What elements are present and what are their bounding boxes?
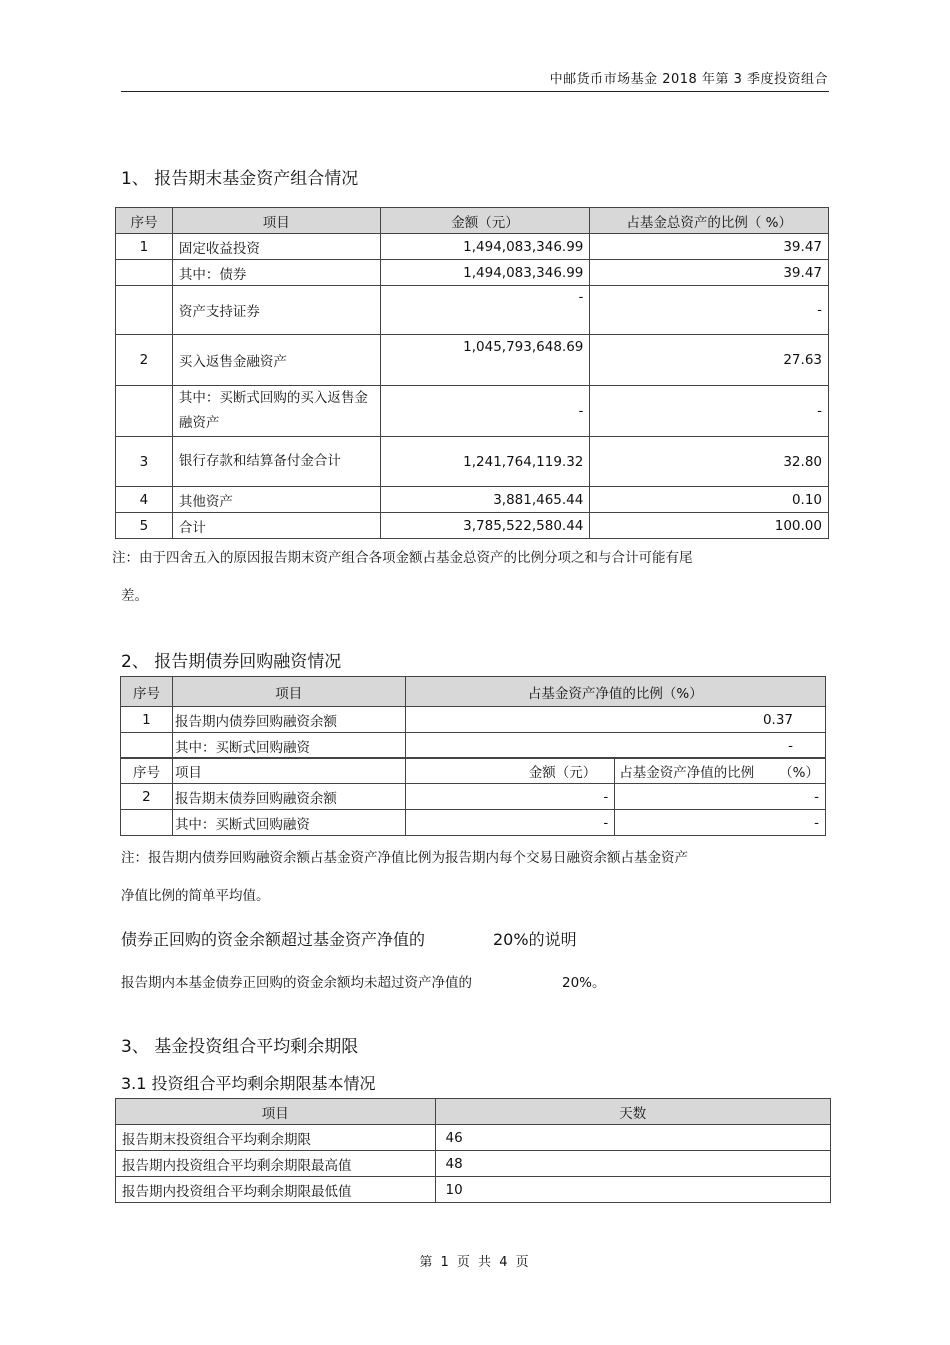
row-item: 固定收益投资 xyxy=(172,234,380,260)
row-ratio: 39.47 xyxy=(590,234,829,260)
header-cell: 项目 xyxy=(172,677,405,707)
table-row xyxy=(116,1177,831,1203)
header-cell: 占基金总资产的比例（ %） xyxy=(590,208,829,234)
repo-financing-table-2 xyxy=(120,757,826,836)
table-row xyxy=(116,513,829,539)
table-row xyxy=(121,733,826,759)
row-ratio: - xyxy=(615,784,826,810)
row-no: 3 xyxy=(116,437,173,487)
row-amount: - xyxy=(380,386,590,437)
row-no xyxy=(116,286,173,335)
header-cell: 项目 xyxy=(172,758,405,784)
row-item: 资产支持证券 xyxy=(172,286,380,335)
row-no xyxy=(116,260,173,286)
header-cell: 序号 xyxy=(121,677,173,707)
table-row xyxy=(116,1151,831,1177)
section3-title: 3、 基金投资组合平均剩余期限 xyxy=(121,1037,359,1057)
table-row xyxy=(116,260,829,286)
row-ratio: 27.63 xyxy=(590,335,829,386)
row-amount: 1,045,793,648.69 xyxy=(380,335,590,386)
row-days: 48 xyxy=(435,1151,830,1177)
table-row xyxy=(116,487,829,513)
row-item: 其中：买断式回购融资 xyxy=(172,733,405,759)
row-ratio: - xyxy=(590,386,829,437)
row-amount: 3,785,522,580.44 xyxy=(380,513,590,539)
row-no: 4 xyxy=(116,487,173,513)
section2-title: 2、 报告期债券回购融资情况 xyxy=(121,652,342,672)
row-no xyxy=(121,733,173,759)
header-cell: 项目 xyxy=(172,208,380,234)
row-item: 合计 xyxy=(172,513,380,539)
section1-title: 1、 报告期末基金资产组合情况 xyxy=(121,169,359,189)
row-no: 1 xyxy=(116,234,173,260)
section3-subtitle: 3.1 投资组合平均剩余期限基本情况 xyxy=(121,1074,376,1093)
repo-excess-text-b: 20%。 xyxy=(562,975,606,991)
row-ratio: 0.37 xyxy=(405,707,825,733)
section2-note-line1: 注：报告期内债券回购融资余额占基金资产净值比例为报告期内每个交易日融资余额占基金资产 xyxy=(121,850,688,866)
header-cell: 金额（元） xyxy=(380,208,590,234)
asset-allocation-table xyxy=(115,207,829,539)
row-ratio: 100.00 xyxy=(590,513,829,539)
header-cell: 序号 xyxy=(121,758,173,784)
page-header: 中邮货币市场基金 2018 年第 3 季度投资组合 xyxy=(549,72,828,87)
row-amount: 1,494,083,346.99 xyxy=(380,234,590,260)
header-rule xyxy=(121,91,829,92)
header-cell: 占基金资产净值的比例（%） xyxy=(405,677,825,707)
row-days: 46 xyxy=(435,1125,830,1151)
table-row xyxy=(116,335,829,386)
table-row xyxy=(121,810,826,836)
table-row xyxy=(121,707,826,733)
row-ratio: - xyxy=(590,286,829,335)
section2-note-line2: 净值比例的简单平均值。 xyxy=(121,888,270,904)
header-cell xyxy=(615,758,826,784)
row-item: 其中：买断式回购融资 xyxy=(172,810,405,836)
row-amount: - xyxy=(405,810,615,836)
row-item: 报告期末投资组合平均剩余期限 xyxy=(116,1125,436,1151)
table-header-row xyxy=(121,677,826,707)
row-amount: - xyxy=(380,286,590,335)
row-item: 银行存款和结算备付金合计 xyxy=(172,437,380,487)
header-cell-label: 占基金资产净值的比例 xyxy=(619,764,755,781)
header-cell: 金额（元） xyxy=(405,758,615,784)
row-amount: 3,881,465.44 xyxy=(380,487,590,513)
table-row xyxy=(116,386,829,437)
maturity-table xyxy=(115,1098,831,1203)
row-ratio: - xyxy=(615,810,826,836)
row-no xyxy=(116,386,173,437)
row-ratio: 32.80 xyxy=(590,437,829,487)
section1-note-line2: 差。 xyxy=(121,588,148,604)
row-days: 10 xyxy=(435,1177,830,1203)
row-item: 报告期内投资组合平均剩余期限最低值 xyxy=(116,1177,436,1203)
row-amount: 1,241,764,119.32 xyxy=(380,437,590,487)
row-item: 其中：买断式回购的买入返售金融资产 xyxy=(172,386,380,437)
table-row xyxy=(116,286,829,335)
repo-excess-title-a: 债券正回购的资金余额超过基金资产净值的 xyxy=(121,930,426,949)
table-header-row xyxy=(121,758,826,784)
row-no: 2 xyxy=(121,784,173,810)
row-no: 2 xyxy=(116,335,173,386)
section1-note-line1: 注：由于四舍五入的原因报告期末资产组合各项金额占基金总资产的比例分项之和与合计可能有尾 xyxy=(112,550,693,566)
table-header-row xyxy=(116,1099,831,1125)
row-amount: - xyxy=(405,784,615,810)
row-ratio: - xyxy=(405,733,825,759)
row-ratio: 39.47 xyxy=(590,260,829,286)
row-item: 报告期内投资组合平均剩余期限最高值 xyxy=(116,1151,436,1177)
repo-excess-title-b: 20%的说明 xyxy=(493,930,577,949)
page-footer: 第 1 页 共 4 页 xyxy=(419,1255,531,1270)
row-item: 报告期末债券回购融资余额 xyxy=(172,784,405,810)
row-no: 1 xyxy=(121,707,173,733)
row-item: 报告期内债券回购融资余额 xyxy=(172,707,405,733)
header-cell-unit: （%） xyxy=(779,764,819,781)
header-cell: 序号 xyxy=(116,208,173,234)
row-item: 买入返售金融资产 xyxy=(172,335,380,386)
repo-financing-table-1 xyxy=(120,676,826,759)
table-header-row xyxy=(116,208,829,234)
table-row xyxy=(116,1125,831,1151)
row-no xyxy=(121,810,173,836)
repo-excess-text-a: 报告期内本基金债券正回购的资金余额均未超过资产净值的 xyxy=(121,975,472,991)
table-row xyxy=(116,437,829,487)
row-amount: 1,494,083,346.99 xyxy=(380,260,590,286)
row-ratio: 0.10 xyxy=(590,487,829,513)
row-no: 5 xyxy=(116,513,173,539)
row-item: 其中：债券 xyxy=(172,260,380,286)
table-row xyxy=(121,784,826,810)
header-cell: 项目 xyxy=(116,1099,436,1125)
table-row xyxy=(116,234,829,260)
header-cell: 天数 xyxy=(435,1099,830,1125)
row-item: 其他资产 xyxy=(172,487,380,513)
